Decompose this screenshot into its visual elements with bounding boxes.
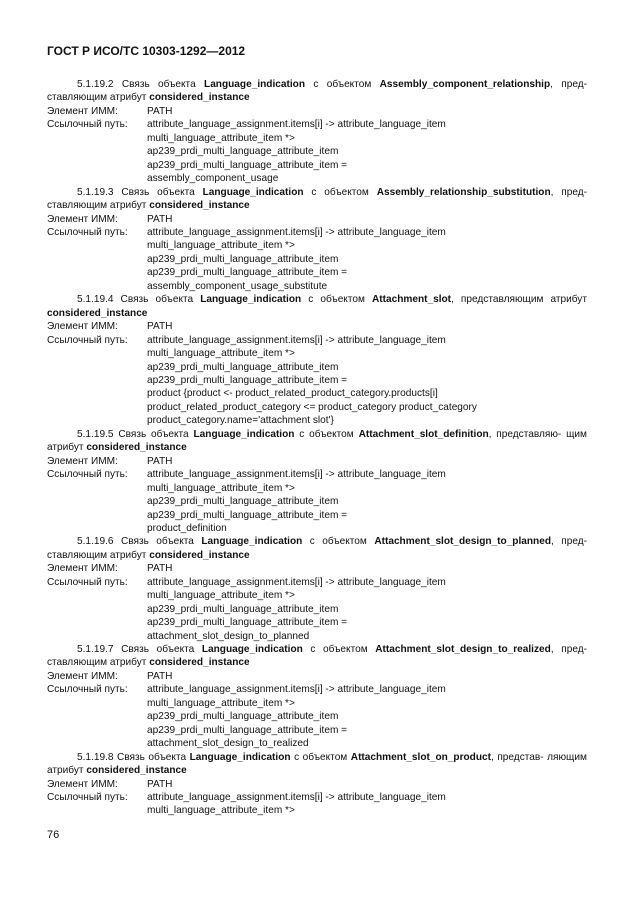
clause-suffix: , пред- bbox=[550, 79, 587, 90]
path-row bbox=[47, 361, 587, 374]
element-row bbox=[47, 213, 587, 226]
path-row bbox=[47, 616, 587, 629]
target-entity: Attachment_slot_design_to_planned bbox=[374, 536, 551, 548]
clause-suffix-cont: ставляющим атрибут bbox=[47, 92, 147, 104]
path-line: ap239_prdi_multi_language_attribute_item = bbox=[147, 267, 348, 279]
clause-number: 5.1.19.2 bbox=[77, 79, 114, 90]
clause-heading bbox=[47, 78, 587, 105]
clause-intro: Связь объекта bbox=[117, 751, 187, 763]
element-label: Элемент ИММ: bbox=[47, 105, 118, 117]
path-line: attribute_language_assignment.items[i] -> attribute_language_item bbox=[147, 226, 446, 238]
path-row bbox=[47, 172, 587, 185]
target-entity: Assembly_relationship_substitution bbox=[376, 186, 551, 198]
clause-number: 5.1.19.8 bbox=[77, 751, 114, 763]
subject-entity: Language_indication bbox=[200, 294, 302, 306]
path-label-spacer bbox=[47, 132, 147, 145]
clause-suffix-cont: ставляющим атрибут bbox=[47, 657, 147, 669]
clause-5-1-19-8 bbox=[47, 751, 587, 818]
path-line: ap239_prdi_multi_language_attribute_item bbox=[147, 253, 339, 265]
target-entity: Attachment_slot bbox=[371, 294, 452, 306]
path-row bbox=[47, 603, 587, 616]
path-row bbox=[47, 226, 587, 239]
clause-connector: с объектом bbox=[308, 294, 365, 306]
attribute-name: considered_instance bbox=[47, 307, 148, 319]
page-header: ГОСТ Р ИСО/ТС 10303-1292—2012 bbox=[47, 44, 246, 58]
path-line: attachment_slot_design_to_realized bbox=[147, 738, 309, 750]
clause-suffix-cont: ставляющим атрибут bbox=[47, 549, 147, 561]
element-row bbox=[47, 105, 587, 118]
path-label-spacer bbox=[47, 482, 147, 495]
clause-intro: Связь объекта bbox=[121, 186, 195, 198]
element-value: PATH bbox=[147, 213, 173, 225]
clause-suffix-cont: ляющим атрибут bbox=[47, 751, 587, 777]
path-row bbox=[47, 468, 587, 481]
path-row bbox=[47, 630, 587, 643]
path-line: attribute_language_assignment.items[i] -> attribute_language_item bbox=[147, 469, 446, 481]
path-label: Ссылочный путь: bbox=[47, 334, 128, 346]
path-label-spacer bbox=[47, 737, 147, 750]
element-value: PATH bbox=[147, 670, 173, 682]
path-row bbox=[47, 414, 587, 427]
path-label-spacer bbox=[47, 361, 147, 374]
path-line: assembly_component_usage_substitute bbox=[147, 280, 328, 292]
element-label: Элемент ИММ: bbox=[47, 455, 118, 467]
clause-suffix: , представляю- bbox=[488, 428, 562, 440]
clause-intro: Связь объекта bbox=[121, 79, 196, 90]
subject-entity: Language_indication bbox=[202, 186, 304, 198]
clause-5-1-19-6 bbox=[47, 535, 587, 643]
path-line: product_definition bbox=[147, 522, 227, 534]
clause-suffix: , представляющим атрибут bbox=[451, 294, 587, 306]
path-row bbox=[47, 724, 587, 737]
path-row bbox=[47, 576, 587, 589]
clause-5-1-19-7 bbox=[47, 643, 587, 751]
element-row bbox=[47, 320, 587, 333]
path-row bbox=[47, 387, 587, 400]
path-label: Ссылочный путь: bbox=[47, 576, 128, 588]
path-row bbox=[47, 374, 587, 387]
path-line: attribute_language_assignment.items[i] -> attribute_language_item bbox=[147, 792, 446, 804]
path-label: Ссылочный путь: bbox=[47, 792, 128, 804]
path-line: attribute_language_assignment.items[i] -> attribute_language_item bbox=[147, 334, 446, 346]
subject-entity: Language_indication bbox=[201, 536, 303, 548]
path-row bbox=[47, 401, 587, 414]
clause-5-1-19-5 bbox=[47, 428, 587, 536]
target-entity: Attachment_slot_definition bbox=[358, 428, 489, 440]
path-line: ap239_prdi_multi_language_attribute_item bbox=[147, 603, 339, 615]
path-label-spacer bbox=[47, 347, 147, 360]
clause-number: 5.1.19.7 bbox=[77, 644, 114, 656]
path-line: multi_language_attribute_item *> bbox=[147, 482, 295, 494]
clause-5-1-19-4 bbox=[47, 293, 587, 428]
path-label-spacer bbox=[47, 280, 147, 293]
path-row bbox=[47, 697, 587, 710]
path-row bbox=[47, 509, 587, 522]
element-label: Элемент ИММ: bbox=[47, 321, 118, 333]
attribute-name: considered_instance bbox=[86, 442, 187, 454]
path-label-spacer bbox=[47, 159, 147, 172]
path-line: attribute_language_assignment.items[i] -> attribute_language_item bbox=[147, 119, 446, 131]
element-label: Элемент ИММ: bbox=[47, 213, 118, 225]
subject-entity: Language_indication bbox=[193, 428, 295, 440]
clause-connector: с объектом bbox=[311, 186, 369, 198]
path-row bbox=[47, 159, 587, 172]
attribute-name: considered_instance bbox=[149, 657, 250, 669]
path-row bbox=[47, 347, 587, 360]
path-label-spacer bbox=[47, 495, 147, 508]
clause-suffix: , представ- bbox=[491, 751, 544, 763]
path-line: ap239_prdi_multi_language_attribute_item bbox=[147, 496, 339, 508]
path-line: multi_language_attribute_item *> bbox=[147, 240, 295, 252]
path-row bbox=[47, 118, 587, 131]
path-label-spacer bbox=[47, 374, 147, 387]
path-line: ap239_prdi_multi_language_attribute_item = bbox=[147, 509, 348, 521]
path-label-spacer bbox=[47, 724, 147, 737]
clause-number: 5.1.19.4 bbox=[77, 294, 114, 306]
path-line: assembly_component_usage bbox=[147, 173, 279, 185]
path-row bbox=[47, 791, 587, 804]
element-label: Элемент ИММ: bbox=[47, 563, 118, 575]
element-label: Элемент ИММ: bbox=[47, 778, 118, 790]
path-row bbox=[47, 683, 587, 696]
target-entity: Assembly_component_relationship bbox=[379, 79, 551, 90]
clause-heading bbox=[47, 428, 587, 455]
document-body bbox=[47, 78, 587, 818]
path-line: product {product <- product_related_product_category.products[i] bbox=[147, 388, 438, 400]
path-line: ap239_prdi_multi_language_attribute_item bbox=[147, 361, 339, 373]
element-value: PATH bbox=[147, 778, 173, 790]
path-label: Ссылочный путь: bbox=[47, 119, 128, 131]
path-line: multi_language_attribute_item *> bbox=[147, 697, 295, 709]
path-label: Ссылочный путь: bbox=[47, 684, 128, 696]
path-row bbox=[47, 482, 587, 495]
path-row bbox=[47, 145, 587, 158]
path-line: multi_language_attribute_item *> bbox=[147, 348, 295, 360]
path-label-spacer bbox=[47, 630, 147, 643]
path-label-spacer bbox=[47, 387, 147, 400]
path-line: ap239_prdi_multi_language_attribute_item bbox=[147, 146, 339, 158]
path-label-spacer bbox=[47, 509, 147, 522]
element-value: PATH bbox=[147, 321, 173, 333]
subject-entity: Language_indication bbox=[204, 79, 305, 90]
clause-number: 5.1.19.3 bbox=[77, 186, 114, 198]
path-row bbox=[47, 253, 587, 266]
path-label-spacer bbox=[47, 710, 147, 723]
clause-heading bbox=[47, 293, 587, 320]
path-row bbox=[47, 132, 587, 145]
path-label-spacer bbox=[47, 266, 147, 279]
clause-suffix-cont: ставляющим атрибут bbox=[47, 200, 147, 212]
path-label-spacer bbox=[47, 172, 147, 185]
path-line: product_category.name='attachment slot'} bbox=[147, 415, 334, 427]
clause-intro: Связь объекта bbox=[118, 428, 189, 440]
path-line: attachment_slot_design_to_planned bbox=[147, 630, 310, 642]
path-row bbox=[47, 334, 587, 347]
path-row bbox=[47, 280, 587, 293]
path-row bbox=[47, 266, 587, 279]
clause-5-1-19-3 bbox=[47, 186, 587, 294]
element-row bbox=[47, 778, 587, 791]
clause-suffix: , пред- bbox=[550, 536, 587, 548]
path-label-spacer bbox=[47, 804, 147, 817]
clause-heading bbox=[47, 535, 587, 562]
path-label-spacer bbox=[47, 239, 147, 252]
path-line: multi_language_attribute_item *> bbox=[147, 805, 295, 817]
path-line: ap239_prdi_multi_language_attribute_item bbox=[147, 711, 339, 723]
path-row bbox=[47, 804, 587, 817]
attribute-name: considered_instance bbox=[149, 92, 250, 104]
path-label-spacer bbox=[47, 522, 147, 535]
path-line: attribute_language_assignment.items[i] -> attribute_language_item bbox=[147, 576, 446, 588]
clause-heading bbox=[47, 643, 587, 670]
path-row bbox=[47, 239, 587, 252]
path-label-spacer bbox=[47, 253, 147, 266]
clause-suffix: , пред- bbox=[550, 186, 587, 198]
element-value: PATH bbox=[147, 563, 173, 575]
clause-intro: Связь объекта bbox=[120, 536, 194, 548]
path-row bbox=[47, 495, 587, 508]
clause-number: 5.1.19.6 bbox=[77, 536, 114, 548]
clause-number: 5.1.19.5 bbox=[77, 428, 114, 440]
path-line: ap239_prdi_multi_language_attribute_item = bbox=[147, 617, 348, 629]
clause-connector: с объектом bbox=[310, 644, 368, 656]
path-line: ap239_prdi_multi_language_attribute_item = bbox=[147, 724, 348, 736]
clause-connector: с объектом bbox=[313, 79, 372, 90]
path-line: multi_language_attribute_item *> bbox=[147, 132, 295, 144]
target-entity: Attachment_slot_on_product bbox=[350, 751, 491, 763]
path-row bbox=[47, 589, 587, 602]
attribute-name: considered_instance bbox=[149, 200, 250, 212]
element-value: PATH bbox=[147, 105, 173, 117]
attribute-name: considered_instance bbox=[86, 765, 187, 777]
path-label-spacer bbox=[47, 589, 147, 602]
clause-suffix: , пред- bbox=[550, 644, 587, 656]
element-value: PATH bbox=[147, 455, 173, 467]
path-label-spacer bbox=[47, 401, 147, 414]
element-row bbox=[47, 562, 587, 575]
clause-intro: Связь объекта bbox=[120, 294, 194, 306]
clause-suffix-cont: щим атрибут bbox=[47, 428, 587, 454]
path-row bbox=[47, 522, 587, 535]
target-entity: Attachment_slot_design_to_realized bbox=[375, 644, 551, 656]
path-line: ap239_prdi_multi_language_attribute_item = bbox=[147, 374, 348, 386]
clause-connector: с объектом bbox=[309, 536, 367, 548]
element-row bbox=[47, 670, 587, 683]
clause-connector: с объектом bbox=[299, 428, 354, 440]
path-label: Ссылочный путь: bbox=[47, 226, 128, 238]
clause-heading bbox=[47, 751, 587, 778]
clause-heading bbox=[47, 186, 587, 213]
clause-5-1-19-2 bbox=[47, 78, 587, 186]
path-line: ap239_prdi_multi_language_attribute_item = bbox=[147, 159, 348, 171]
element-row bbox=[47, 455, 587, 468]
attribute-name: considered_instance bbox=[149, 549, 250, 561]
clause-connector: с объектом bbox=[294, 751, 348, 763]
path-line: attribute_language_assignment.items[i] -> attribute_language_item bbox=[147, 684, 446, 696]
path-label-spacer bbox=[47, 697, 147, 710]
element-label: Элемент ИММ: bbox=[47, 670, 118, 682]
path-label: Ссылочный путь: bbox=[47, 469, 128, 481]
path-line: multi_language_attribute_item *> bbox=[147, 590, 295, 602]
path-label-spacer bbox=[47, 616, 147, 629]
path-label-spacer bbox=[47, 414, 147, 427]
path-label-spacer bbox=[47, 145, 147, 158]
path-label-spacer bbox=[47, 603, 147, 616]
path-row bbox=[47, 710, 587, 723]
path-line: product_related_product_category <= product_category product_category bbox=[147, 401, 477, 413]
clause-intro: Связь объекта bbox=[121, 644, 195, 656]
path-row bbox=[47, 737, 587, 750]
subject-entity: Language_indication bbox=[201, 644, 303, 656]
page-number: 76 bbox=[47, 829, 60, 841]
subject-entity: Language_indication bbox=[189, 751, 291, 763]
